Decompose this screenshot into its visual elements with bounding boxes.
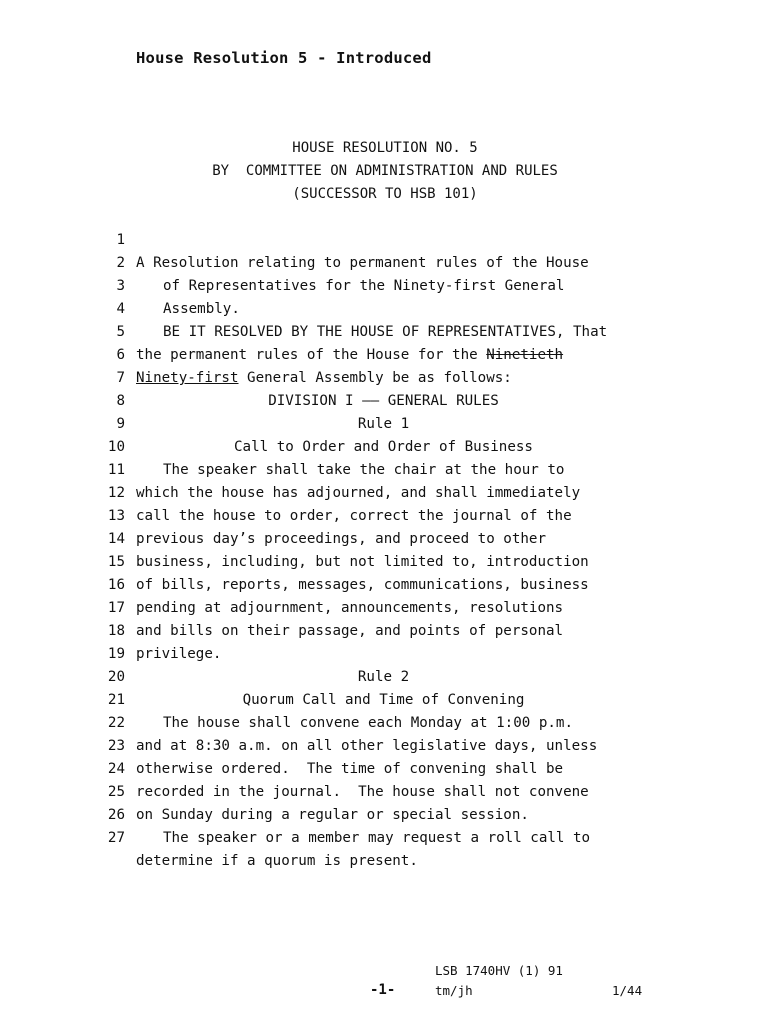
line-number: 4 — [116, 301, 125, 317]
line-text-plain: the permanent rules of the House for the — [136, 347, 487, 363]
line-number: 26 — [107, 807, 125, 823]
line-number: 8 — [116, 393, 125, 409]
line-text: previous day’s proceedings, and proceed to other — [136, 531, 546, 547]
line-text: The speaker or a member may request a roll call to — [163, 830, 591, 846]
inserted-text: Ninety-first — [136, 370, 239, 386]
line-text-plain: General Assembly be as follows: — [238, 370, 512, 386]
line-number: 24 — [107, 761, 125, 777]
line-text: The speaker shall take the chair at the hour to — [163, 462, 565, 478]
line-number: 27 — [107, 830, 125, 846]
line-text: The house shall convene each Monday at 1:00 p.m. — [163, 715, 573, 731]
resolution-number: HOUSE RESOLUTION NO. 5 — [292, 140, 478, 156]
line-number: 16 — [107, 577, 125, 593]
line-number: 13 — [107, 508, 125, 524]
line-number: 10 — [107, 439, 125, 455]
line-text: business, including, but not limited to, introduction — [136, 554, 589, 570]
line-number: 3 — [116, 278, 125, 294]
line-text: of bills, reports, messages, communications, business — [136, 577, 589, 593]
line-text: call the house to order, correct the journal of the — [136, 508, 572, 524]
line-number: 11 — [107, 462, 125, 478]
line-text: privilege. — [136, 646, 222, 662]
text-line — [0, 206, 770, 271]
page-marker: -1- — [370, 982, 396, 998]
resolution-sponsor: BY COMMITTEE ON ADMINISTRATION AND RULES — [212, 163, 558, 179]
rule-title: Quorum Call and Time of Convening — [242, 692, 525, 708]
line-text: on Sunday during a regular or special session. — [136, 807, 529, 823]
lsb-code: LSB 1740HV (1) 91 — [435, 963, 563, 978]
line-text: BE IT RESOLVED BY THE HOUSE OF REPRESENTATIVES, That — [163, 324, 608, 340]
line-text: and bills on their passage, and points of personal — [136, 623, 564, 639]
line-text: pending at adjournment, announcements, resolutions — [136, 600, 564, 616]
line-text: recorded in the journal. The house shall not convene — [136, 784, 589, 800]
line-number: 22 — [107, 715, 125, 731]
line-number: 14 — [107, 531, 125, 547]
line-number: 23 — [107, 738, 125, 754]
line-number: 15 — [107, 554, 125, 570]
line-number: 5 — [116, 324, 125, 340]
line-number: 6 — [116, 347, 125, 363]
drafter-initials: tm/jh — [435, 983, 473, 998]
line-number: 2 — [116, 255, 125, 271]
line-text: determine if a quorum is present. — [136, 853, 418, 869]
division-heading: DIVISION I —— GENERAL RULES — [268, 393, 499, 409]
rule-heading: Rule 2 — [357, 669, 410, 685]
line-number: 18 — [107, 623, 125, 639]
line-number: 1 — [116, 232, 125, 248]
line-text: and at 8:30 a.m. on all other legislative days, unless — [136, 738, 598, 754]
line-number: 12 — [107, 485, 125, 501]
line-text: otherwise ordered. The time of convening shall be — [136, 761, 564, 777]
line-text: A Resolution relating to permanent rules of the House — [136, 255, 589, 271]
line-text: which the house has adjourned, and shall immediately — [136, 485, 581, 501]
line-number: 25 — [107, 784, 125, 800]
line-text: Assembly. — [163, 301, 240, 317]
line-number: 19 — [107, 646, 125, 662]
rule-title: Call to Order and Order of Business — [234, 439, 533, 455]
struck-text: Ninetieth — [486, 347, 564, 363]
line-number: 7 — [116, 370, 125, 386]
page-count: 1/44 — [612, 983, 643, 998]
page-title: House Resolution 5 - Introduced — [136, 49, 432, 67]
resolution-successor: (SUCCESSOR TO HSB 101) — [292, 186, 478, 202]
line-number: 17 — [107, 600, 125, 616]
line-text: of Representatives for the Ninety-first General — [163, 278, 565, 294]
line-number: 9 — [116, 416, 125, 432]
line-number: 20 — [107, 669, 125, 685]
rule-heading: Rule 1 — [357, 416, 410, 432]
line-number: 21 — [107, 692, 125, 708]
